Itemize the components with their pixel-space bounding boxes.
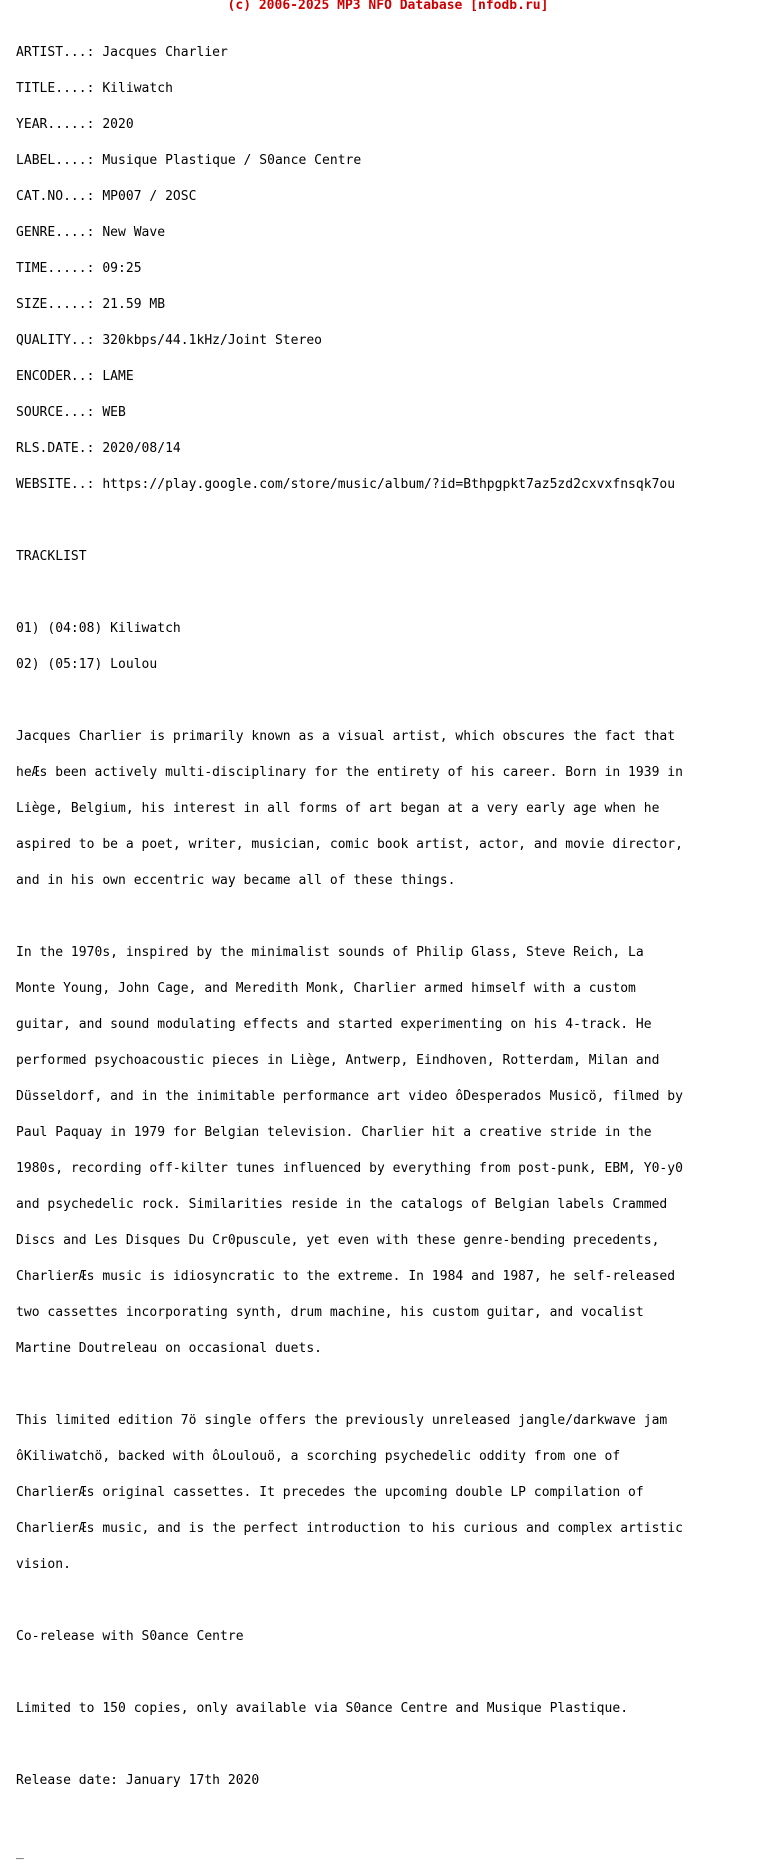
- bio-paragraph-1-line: and in his own eccentric way became all of these things.: [16, 873, 456, 888]
- nfo-line-blank: [16, 1595, 768, 1607]
- nfo-line-blank: [16, 1811, 768, 1823]
- nfo-line-encoder: ENCODER..: LAME: [16, 369, 134, 384]
- tracklist-heading: TRACKLIST: [16, 549, 87, 564]
- nfo-line-genre: GENRE....: New Wave: [16, 225, 166, 240]
- nfo-line-rlsdate: RLS.DATE.: 2020/08/14: [16, 441, 181, 456]
- bio-paragraph-2-line: Düsseldorf, and in the inimitable performance art video ôDesperados Musicö, filmed by: [16, 1089, 683, 1104]
- release-paragraph-line: CharlierÆs music, and is the perfect introduction to his curious and complex artistic: [16, 1521, 683, 1536]
- nfo-line-blank: [16, 911, 768, 923]
- nfo-line-label: LABEL....: Musique Plastique / S0ance Centre: [16, 153, 362, 168]
- release-paragraph-line: This limited edition 7ö single offers the previously unreleased jangle/darkwave jam: [16, 1413, 668, 1428]
- nfo-line-title: TITLE....: Kiliwatch: [16, 81, 173, 96]
- nfo-text-block: [16, 23, 768, 1871]
- co-release-note: Co-release with S0ance Centre: [16, 1629, 244, 1644]
- nfo-line-quality: QUALITY..: 320kbps/44.1kHz/Joint Stereo: [16, 333, 323, 348]
- bio-paragraph-2-line: Discs and Les Disques Du Cr0puscule, yet even with these genre-bending precedents,: [16, 1233, 660, 1248]
- bio-paragraph-2-line: performed psychoacoustic pieces in Liège, Antwerp, Eindhoven, Rotterdam, Milan and: [16, 1053, 660, 1068]
- nfo-line-year: YEAR.....: 2020: [16, 117, 134, 132]
- release-paragraph-line: CharlierÆs original cassettes. It precedes the upcoming double LP compilation of: [16, 1485, 644, 1500]
- bio-paragraph-1-line: Liège, Belgium, his interest in all forms of art began at a very early age when he: [16, 801, 660, 816]
- release-paragraph-line: vision.: [16, 1557, 71, 1572]
- nfo-line-website: WEBSITE..: https://play.google.com/store/music/album/?id=Bthpgpkt7az5zd2cxvxfnsqk7ou: [16, 477, 676, 492]
- bio-paragraph-1-line: heÆs been actively multi-disciplinary for the entirety of his career. Born in 1939 in: [16, 765, 683, 780]
- release-paragraph-line: ôKiliwatchö, backed with ôLoulouö, a scorching psychedelic oddity from one of: [16, 1449, 621, 1464]
- bio-paragraph-1-line: aspired to be a poet, writer, musician, comic book artist, actor, and movie director,: [16, 837, 683, 852]
- nfo-line-size: SIZE.....: 21.59 MB: [16, 297, 166, 312]
- bio-paragraph-2-line: In the 1970s, inspired by the minimalist sounds of Philip Glass, Steve Reich, La: [16, 945, 644, 960]
- nfo-line-blank: [16, 1667, 768, 1679]
- bio-paragraph-2-line: and psychedelic rock. Similarities reside in the catalogs of Belgian labels Crammed: [16, 1197, 668, 1212]
- bio-paragraph-1-line: Jacques Charlier is primarily known as a visual artist, which obscures the fact that: [16, 729, 676, 744]
- nfo-line-blank: [16, 1739, 768, 1751]
- track-item: 02) (05:17) Loulou: [16, 657, 158, 672]
- nfo-line-blank: [16, 587, 768, 599]
- nfo-line-blank: [16, 1379, 768, 1391]
- track-item: 01) (04:08) Kiliwatch: [16, 621, 181, 636]
- bio-paragraph-2-line: Martine Doutreleau on occasional duets.: [16, 1341, 323, 1356]
- nfo-line-artist: ARTIST...: Jacques Charlier: [16, 45, 228, 60]
- nfo-line-blank: [16, 695, 768, 707]
- bio-paragraph-2-line: CharlierÆs music is idiosyncratic to the extreme. In 1984 and 1987, he self-released: [16, 1269, 676, 1284]
- bio-paragraph-2-line: guitar, and sound modulating effects and started experimenting on his 4-track. He: [16, 1017, 652, 1032]
- nfo-line-source: SOURCE...: WEB: [16, 405, 126, 420]
- bio-paragraph-2-line: Monte Young, John Cage, and Meredith Monk, Charlier armed himself with a custom: [16, 981, 636, 996]
- cursor-underscore: _: [16, 1845, 24, 1860]
- bio-paragraph-2-line: two cassettes incorporating synth, drum machine, his custom guitar, and vocalist: [16, 1305, 644, 1320]
- limited-edition-note: Limited to 150 copies, only available via S0ance Centre and Musique Plastique.: [16, 1701, 629, 1716]
- release-date-note: Release date: January 17th 2020: [16, 1773, 260, 1788]
- bio-paragraph-2-line: Paul Paquay in 1979 for Belgian television. Charlier hit a creative stride in the: [16, 1125, 652, 1140]
- nfo-line-time: TIME.....: 09:25: [16, 261, 142, 276]
- nfo-line-catno: CAT.NO...: MP007 / 2OSC: [16, 189, 197, 204]
- nfo-line-blank: [16, 515, 768, 527]
- site-header[interactable]: (c) 2006-2025 MP3 NFO Database [nfodb.ru]: [227, 0, 549, 13]
- bio-paragraph-2-line: 1980s, recording off-kilter tunes influenced by everything from post-punk, EBM, Y0-y0: [16, 1161, 683, 1176]
